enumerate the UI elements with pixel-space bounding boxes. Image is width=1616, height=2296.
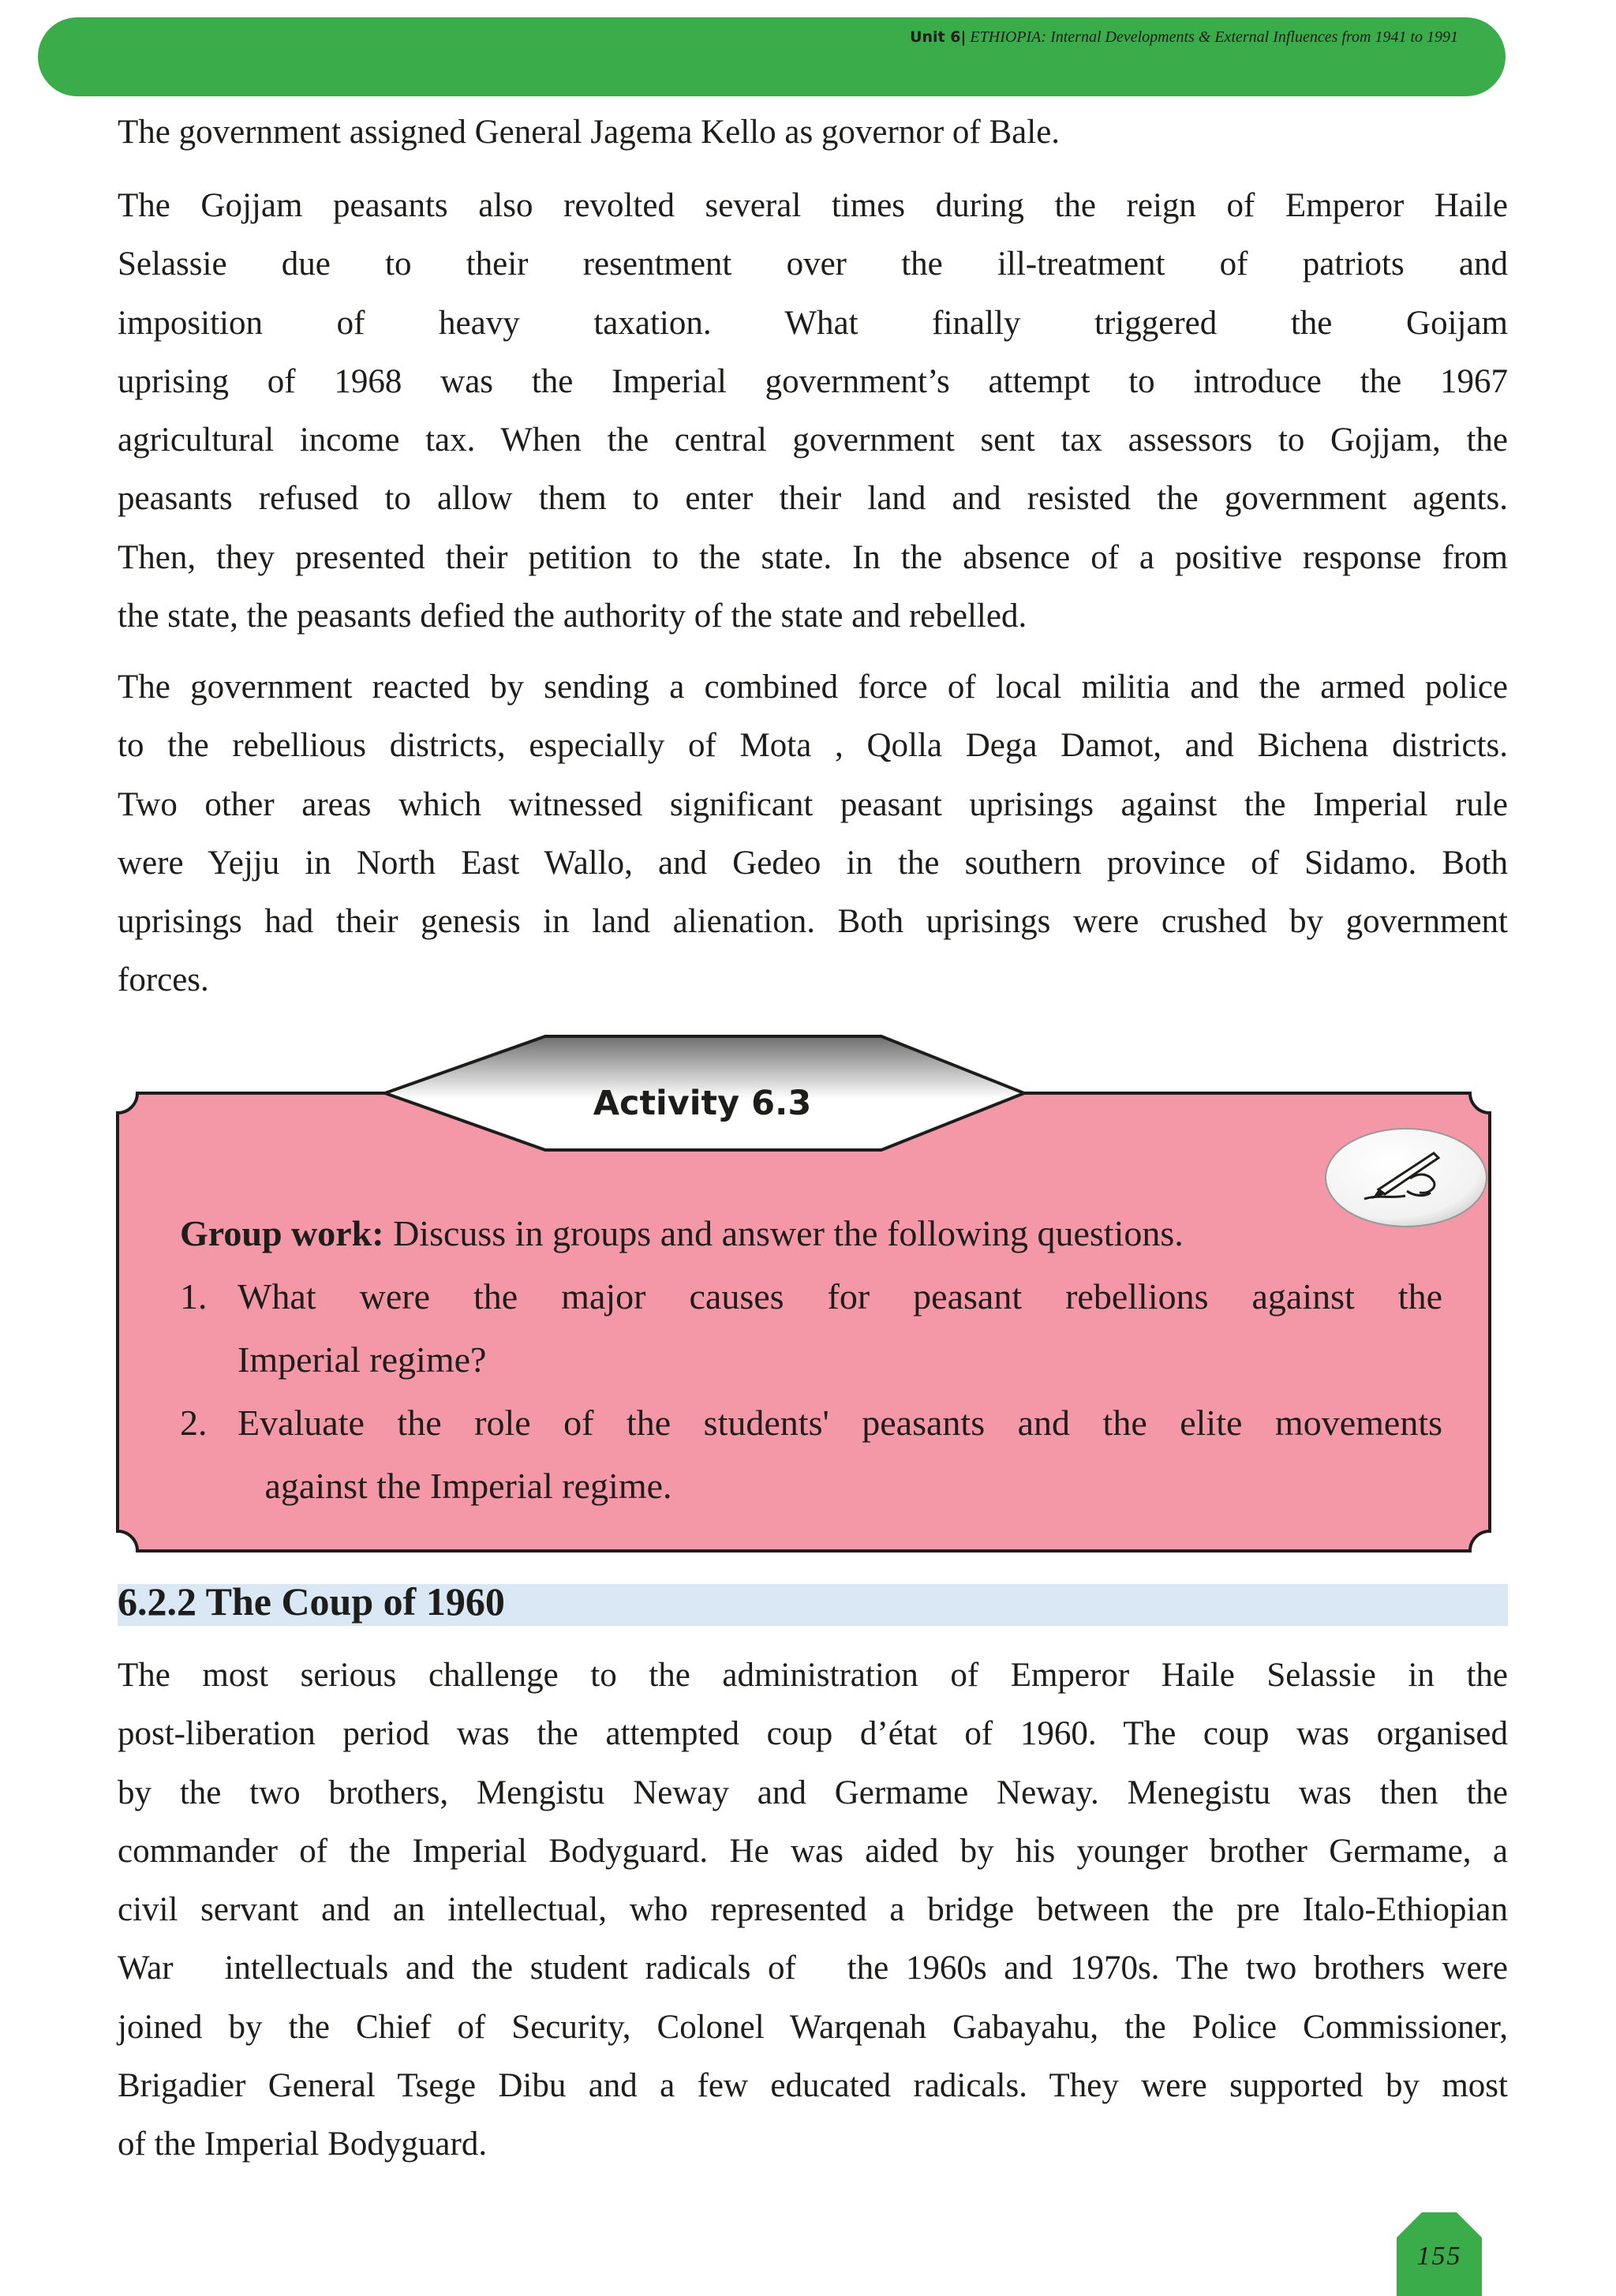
activity-questions xyxy=(180,1265,1442,1518)
text-line: forces. xyxy=(118,961,209,999)
unit-label: Unit 6| xyxy=(910,28,967,46)
section-heading: 6.2.2 The Coup of 1960 xyxy=(118,1579,505,1624)
group-work-label: Group work: xyxy=(180,1213,384,1253)
text-line: War intellectuals and the student radicals of the 1960s and 1970s. The two brothers were xyxy=(118,1950,1508,1987)
text-line: joined by the Chief of Security, Colonel Warqenah Gabayahu, the Police Commissioner, xyxy=(118,2008,1508,2046)
activity-question xyxy=(180,1265,1442,1391)
activity-question xyxy=(180,1391,1442,1518)
text-line: uprisings had their genesis in land alienation. Both uprisings were crushed by government xyxy=(118,903,1508,941)
question-line: against the Imperial regime. xyxy=(238,1466,672,1506)
text-line: The Gojjam peasants also revolted several times during the reign of Emperor Haile xyxy=(118,187,1508,224)
text-line: civil servant and an intellectual, who represented a bridge between the pre Italo-Ethiopian xyxy=(118,1891,1508,1929)
question-line: Imperial regime? xyxy=(238,1339,487,1380)
question-number: 2. xyxy=(180,1403,208,1443)
text-line: to the rebellious districts, especially of Mota , Qolla Dega Damot, and Bichena districts. xyxy=(118,727,1508,765)
text-line: imposition of heavy taxation. What finally triggered the Goijam xyxy=(118,304,1508,342)
text-line: post-liberation period was the attempted coup d’état of 1960. The coup was organised xyxy=(118,1715,1508,1753)
question-number: 1. xyxy=(180,1276,208,1317)
group-work-text: Discuss in groups and answer the following questions. xyxy=(383,1213,1184,1253)
text-line: the state, the peasants defied the authority of the state and rebelled. xyxy=(118,597,1027,635)
text-line: Brigadier General Tsege Dibu and a few educated radicals. They were supported by most xyxy=(118,2067,1508,2105)
text-line: of the Imperial Bodyguard. xyxy=(118,2126,488,2163)
page-number: 155 xyxy=(1416,2242,1462,2271)
text-line: Then, they presented their petition to the state. In the absence of a positive response from xyxy=(118,538,1508,576)
paragraph-coup-1960 xyxy=(118,1646,1508,2174)
text-line: uprising of 1968 was the Imperial government’s attempt to introduce the 1967 xyxy=(118,362,1508,400)
text-line: Two other areas which witnessed significant peasant uprisings against the Imperial rule xyxy=(118,785,1508,823)
text-line: agricultural income tax. When the central government sent tax assessors to Gojjam, the xyxy=(118,421,1508,459)
question-line: Evaluate the role of the students' peasants and the elite movements xyxy=(238,1403,1442,1443)
text-line: by the two brothers, Mengistu Neway and Germame Neway. Menegistu was then the xyxy=(118,1774,1508,1811)
text-line: The most serious challenge to the administration of Emperor Haile Selassie in the xyxy=(118,1657,1508,1694)
text-line: Selassie due to their resentment over the ill-treatment of patriots and xyxy=(118,245,1508,283)
unit-subject: ETHIOPIA: Internal Developments & External Influences from 1941 to 1991 xyxy=(966,28,1458,46)
text-line: peasants refused to allow them to enter their land and resisted the government agents. xyxy=(118,480,1508,518)
text-line: The government reacted by sending a combined force of local militia and the armed police xyxy=(118,669,1508,706)
text-line: commander of the Imperial Bodyguard. He was aided by his younger brother Germame, a xyxy=(118,1832,1508,1870)
activity-title: Activity 6.3 xyxy=(593,1084,812,1123)
text-line: were Yejju in North East Wallo, and Gedeo in the southern province of Sidamo. Both xyxy=(118,844,1508,882)
text-line: The government assigned General Jagema Kello as governor of Bale. xyxy=(118,114,1060,151)
question-line: What were the major causes for peasant rebellions against the xyxy=(238,1276,1442,1317)
group-work-instruction xyxy=(180,1202,1442,1265)
